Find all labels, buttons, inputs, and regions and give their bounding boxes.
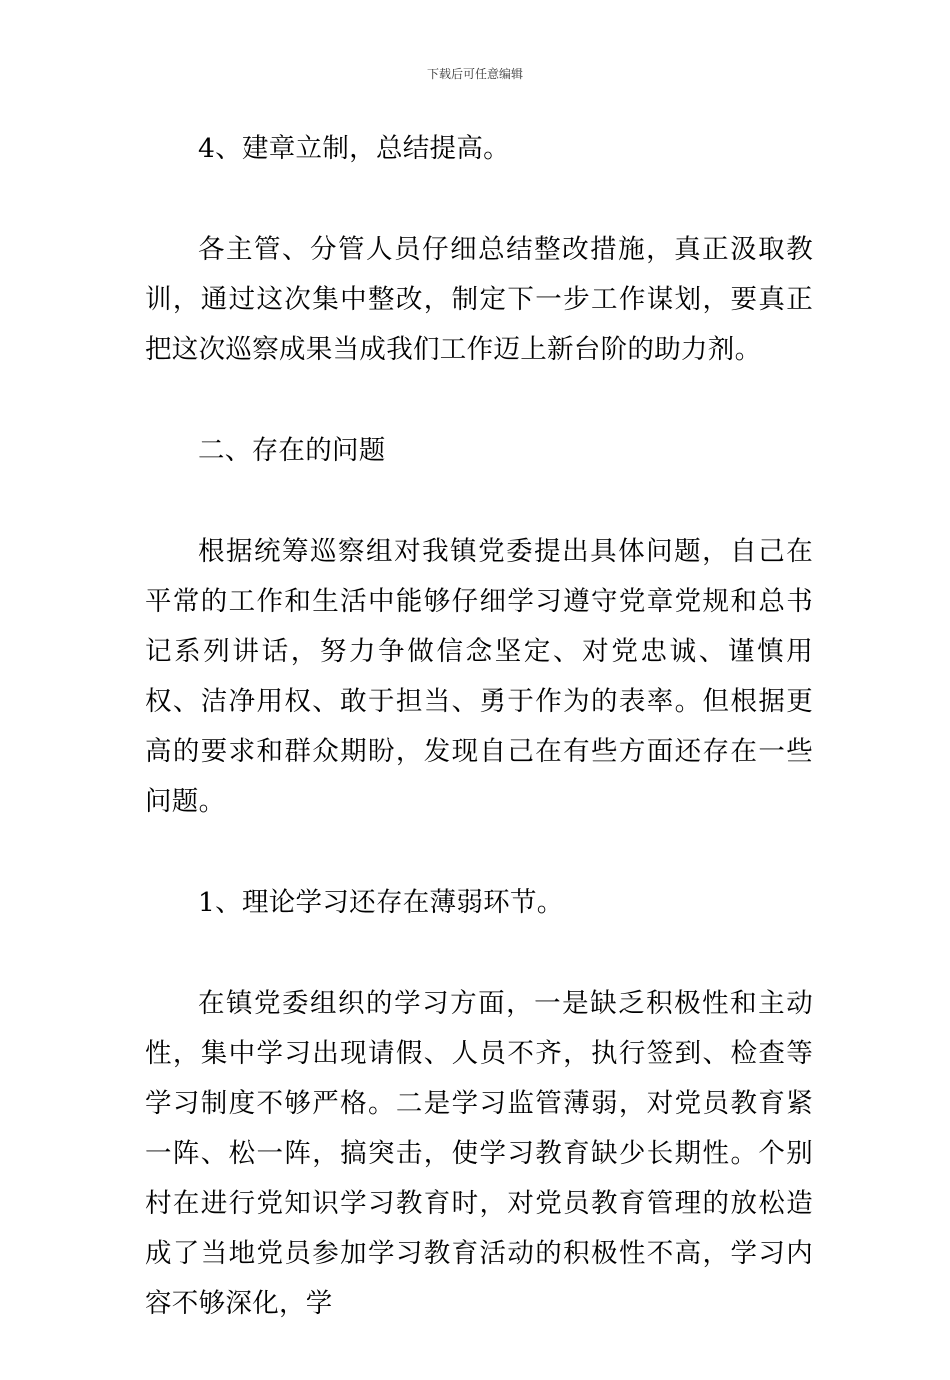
paragraph-subheading-theory-study: 1、理论学习还存在薄弱环节。 — [198, 887, 564, 918]
paragraph-rectification-summary: 各主管、分管人员仔细总结整改措施，真正汲取教训，通过这次集中整改，制定下一步工作谋划，要真正把这次巡察成果当成我们工作迈上新台阶的助力剂。 — [145, 234, 813, 365]
page-header-note: 下载后可任意编辑 — [426, 67, 523, 81]
paragraph-heading-problems: 二、存在的问题 — [198, 435, 386, 466]
paragraph-section-heading-4: 4、建章立制，总结提高。 — [198, 133, 510, 164]
paragraph-problems-intro: 根据统筹巡察组对我镇党委提出具体问题，自己在平常的工作和生活中能够仔细学习遵守党章党规和总书记系列讲话，努力争做信念坚定、对党忠诚、谨慎用权、洁净用权、敢于担当、勇于作为的表率。但根据更高的要求和群众期盼，发现自己在有些方面还存在一些问题。 — [145, 536, 813, 817]
paragraph-study-details: 在镇党委组织的学习方面，一是缺乏积极性和主动性，集中学习出现请假、人员不齐，执行签到、检查等学习制度不够严格。二是学习监管薄弱，对党员教育紧一阵、松一阵，搞突击，使学习教育缺少长期性。个别村在进行党知识学习教育时，对党员教育管理的放松造成了当地党员参加学习教育活动的积极性不高，学习内容不够深化，学 — [145, 988, 813, 1319]
document-body — [145, 124, 813, 1380]
